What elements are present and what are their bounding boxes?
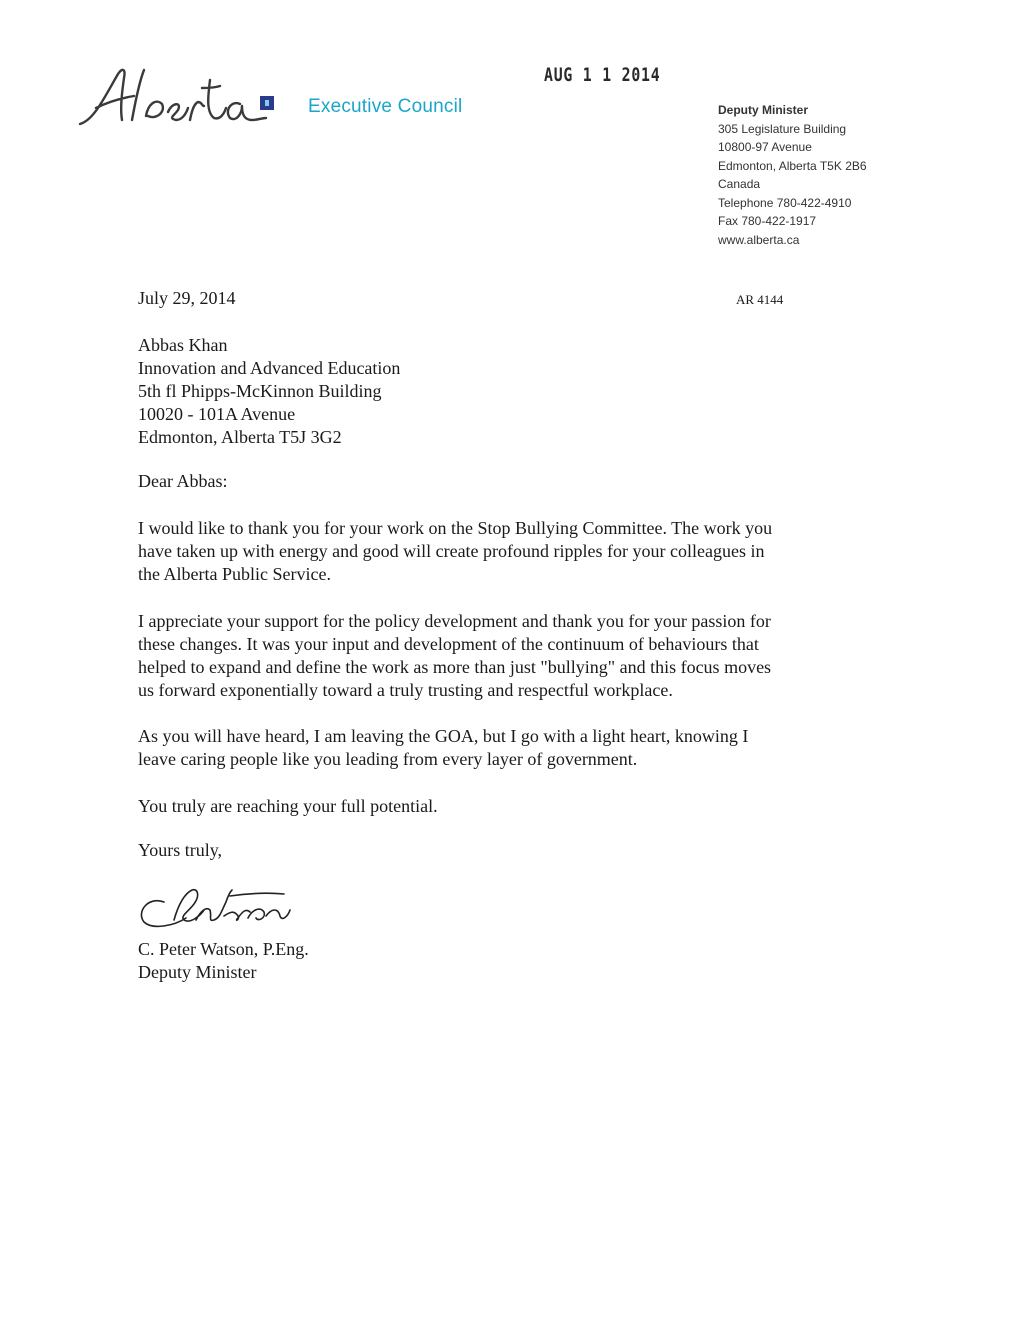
body-line: I would like to thank you for your work on the Stop Bullying Committee. The work you	[138, 518, 773, 538]
reference-number: AR 4144	[736, 292, 784, 307]
recipient-name: Abbas Khan	[138, 335, 228, 355]
complimentary-closing: Yours truly,	[138, 840, 223, 860]
body-paragraph-2	[138, 610, 868, 702]
sender-phone: Telephone 780-422-4910	[718, 195, 852, 210]
body-line: I appreciate your support for the policy development and thank you for your passion for	[138, 611, 771, 631]
recipient-address-line: 5th fl Phipps-McKinnon Building	[138, 381, 382, 401]
sender-website: www.alberta.ca	[718, 232, 800, 247]
signer-title: Deputy Minister	[138, 962, 257, 982]
sender-address-line: Edmonton, Alberta T5K 2B6	[718, 158, 867, 173]
department-name: Executive Council	[308, 96, 463, 117]
recipient-address-block	[138, 334, 400, 449]
recipient-organization: Innovation and Advanced Education	[138, 358, 401, 378]
signer-name: C. Peter Watson, P.Eng.	[138, 939, 309, 959]
signature-icon	[134, 876, 304, 940]
sender-title: Deputy Minister	[718, 103, 809, 117]
alberta-logo	[74, 58, 304, 134]
sender-fax: Fax 780-422-1917	[718, 214, 817, 228]
recipient-address-line: Edmonton, Alberta T5J 3G2	[138, 427, 342, 447]
body-line: us forward exponentially toward a truly trusting and respectful workplace.	[138, 680, 673, 700]
body-paragraph-3	[138, 725, 868, 771]
sender-address-line: 305 Legislature Building	[718, 121, 847, 136]
body-line: have taken up with energy and good will create profound ripples for your colleagues in	[138, 541, 765, 561]
body-line: leave caring people like you leading from every layer of government.	[138, 749, 638, 769]
sender-address-line: 10800-97 Avenue	[718, 140, 812, 154]
recipient-address-line: 10020 - 101A Avenue	[138, 404, 296, 424]
body-line: As you will have heard, I am leaving the GOA, but I go with a light heart, knowing I	[138, 726, 749, 746]
letter-date: July 29, 2014	[138, 288, 236, 308]
alberta-wordmark-icon	[74, 58, 304, 134]
body-line: helped to expand and define the work as more than just "bullying" and this focus moves	[138, 657, 772, 677]
signer-block	[138, 938, 309, 984]
body-line: the Alberta Public Service.	[138, 564, 331, 584]
handwritten-signature	[134, 876, 304, 940]
body-paragraph-4	[138, 795, 868, 818]
body-line: You truly are reaching your full potential.	[138, 796, 438, 816]
salutation: Dear Abbas:	[138, 471, 228, 491]
body-line: these changes. It was your input and development of the continuum of behaviours that	[138, 634, 759, 654]
sender-address-block	[718, 101, 867, 249]
sender-address-line: Canada	[718, 177, 761, 191]
received-date-stamp: AUG 1 1 2014	[544, 64, 661, 86]
body-paragraph-1	[138, 517, 868, 586]
